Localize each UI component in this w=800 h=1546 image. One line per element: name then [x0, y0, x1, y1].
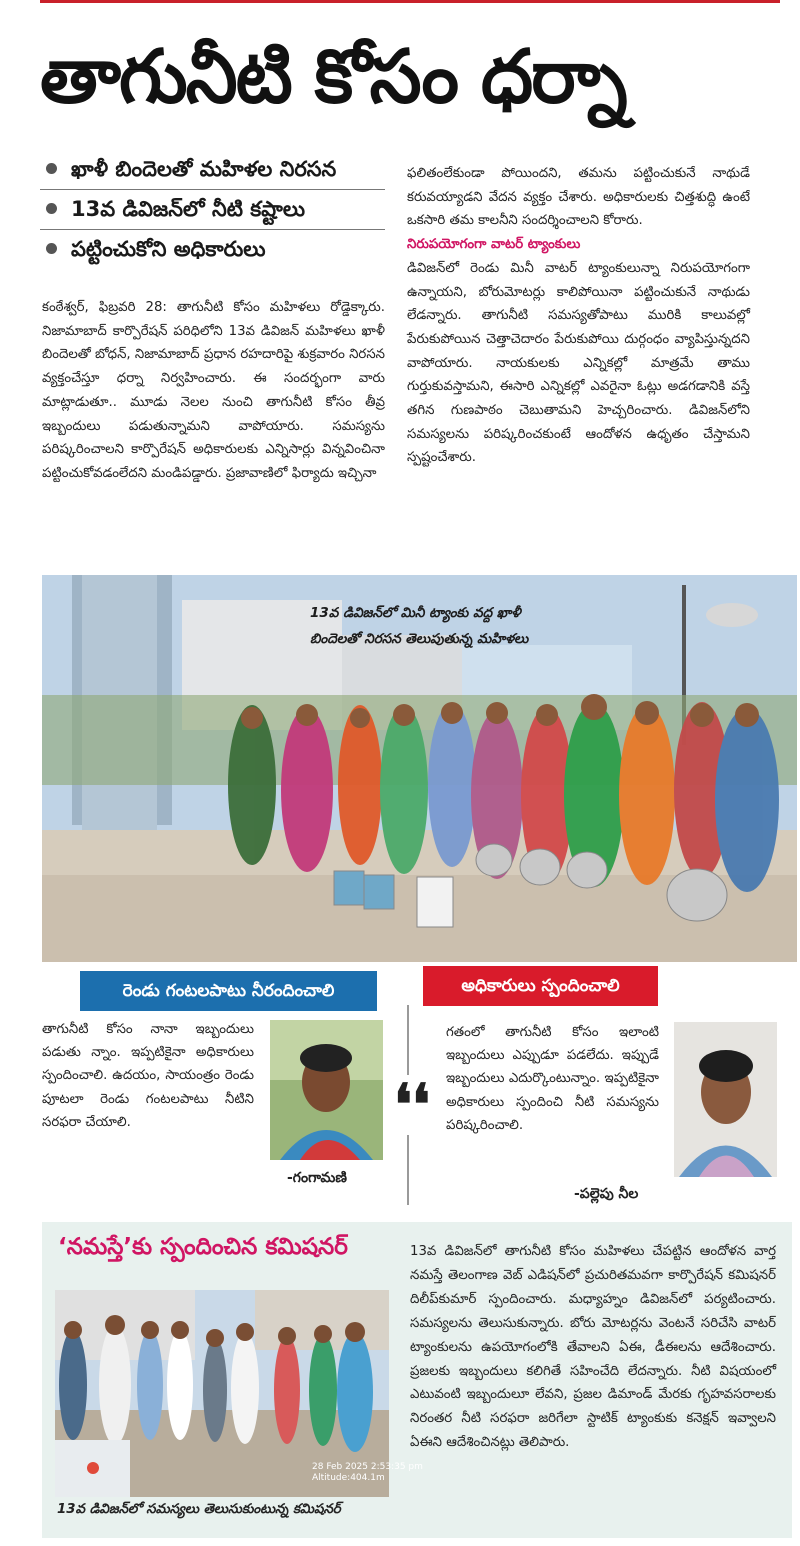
portrait-illustration — [270, 1020, 383, 1160]
photo-timestamp: 28 Feb 2025 2:53:35 pm Altitude:404.1m — [312, 1462, 423, 1483]
main-photo-caption: 13వ డివిజన్‌లో మినీ ట్యాంకు వద్ద ఖాళీ బిందెలతో నిరసన తెలుపుతున్న మహిళలు — [310, 605, 529, 647]
quote2-text: గతంలో తాగునీటి కోసం ఇలాంటి ఇబ్బందులు ఎప్పుడూ పడలేదు. ఇప్పుడే ఇబ్బందులు ఎదుర్కొంటున్నాం. ఇప్పటికైనా అధికారులు స్పందించి నీటి సమస్యను పరిష్కరించాలి. — [446, 1025, 659, 1133]
story-right-intro: ఫలితంలేకుండా పోయిందని, తమను పట్టించుకునే నాథుడే కరువయ్యాడని వేదన వ్యక్తం చేశారు. అధికారులకు చిత్తశుద్ధి ఉంటే ఒకసారి తమ కాలనీని సందర్శించాలని కోరారు. — [407, 166, 750, 229]
quote1-signature: -గంగామణి — [287, 1170, 347, 1186]
story-right-body: డివిజన్‌లో రెండు మినీ వాటర్ ట్యాంకులున్నా నిరుపయోగంగా ఉన్నాయని, బోరుమోటర్లు కాలిపోయినా పట్టించుకునే నాథుడు లేడన్నారు. తాగునీటి సమస్యతోపాటు మురికి కాలువల్లో పేరుకుపోయిన చెత్తాచెదారం పేరుకుపోయి దుర్గంధం వ్యాపిస్తున్నదని వాపోయారు. నాయకులకు ఎన్నికల్లో మాత్రమే తాము గుర్తుకువస్తామని, ఈసారి ఎన్నికల్లో ఎవరైనా ఓట్లు అడగడానికి వస్తే తగిన గుణపాఠం చెబుతామని హెచ్చరించారు. డివిజన్‌లోని సమస్యలను పరిష్కరించకుంటే ఆందోళన ఉధృతం చేస్తామని స్పష్టంచేశారు. — [407, 260, 750, 466]
quote1-title: రెండు గంటలపాటు నీరందించాలి — [80, 971, 377, 1011]
quote-mark-icon: ❛❛ — [394, 1072, 431, 1138]
headline: తాగునీటి కోసం ధర్నా — [40, 34, 626, 120]
commissioner-photo-caption: 13వ డివిజన్‌లో సమస్యలు తెలుసుకుంటున్న కమిషనర్ — [57, 1502, 341, 1517]
story-left-column: కంఠేశ్వర్, ఫిబ్రవరి 28: తాగునీటి కోసం మహిళలు రోడ్డెక్కారు. నిజామాబాద్ కార్పొరేషన్ పరిధిలోని 13వ డివిజన్ మహిళలు ఖాళీ బిందెలతో బోధన్, నిజామాబాద్ ప్రధాన రహదారిపై శుక్రవారం నిరసన వ్యక్తంచేస్తూ ధర్నా నిర్వహించారు. ఈ సందర్భంగా వారు మాట్లాడుతూ.. మూడు నెలల నుంచి తాగునీటి కోసం తీవ్ర ఇబ్బందులు పడుతున్నామని వాపోయారు. సమస్యను పరిష్కరించాలని కార్పొరేషన్ అధికారులకు ఎన్నిసార్లు విన్నవించినా పట్టించుకోవడంలేదని మండిపడ్డారు. ప్రజావాణిలో ఫిర్యాదు ఇచ్చినా — [42, 300, 385, 481]
quote1-text: తాగునీటి కోసం నానా ఇబ్బందులు పడుతు న్నాం. ఇప్పటికైనా అధికారులు స్పందించాలి. ఉదయం, సాయంత్రం రెండు పూటలా రెండు గంటలపాటు నీటిని సరఫరా చేయాలి. — [42, 1022, 254, 1130]
story-subhead: నిరుపయోగంగా వాటర్ ట్యాంకులు — [407, 237, 581, 253]
quote1-portrait — [270, 1020, 383, 1160]
namaste-text: 13వ డివిజన్‌లో తాగునీటి కోసం మహిళలు చేపట్టిన ఆందోళన వార్త నమస్తే తెలంగాణ వెబ్ ఎడిషన్‌లో ప్రచురితమవగా కార్పొరేషన్ కమిషనర్ దిలీప్‌కుమార్ స్పందించారు. మధ్యాహ్నం డివిజన్‌లో పర్యటించారు. సమస్యలను తెలుసుకున్నారు. బోరు మోటర్లను వెంటనే సరిచేసి వాటర్ ట్యాంకులను ఉపయోగంలోకి తేవాలని ఏఈ, డీఈలను ఆదేశించారు. ప్రజలకు ఇబ్బందులు కలిగితే సహించేది లేదన్నారు. నీటి విషయంలో ఎటువంటి ఇబ్బందులూ లేవని, ప్రజల డిమాండ్ మేరకు గృహవసరాలకు నిరంతర నీటి సరఫరా జరిగేలా స్టాటిక్ ట్యాంకుకు కనెక్షన్ ఇవ్వాలని ఏఈని ఆదేశించినట్లు తెలిపారు. — [410, 1244, 776, 1451]
quote2-portrait — [674, 1022, 777, 1177]
bullet-dot-icon — [46, 243, 57, 254]
namaste-title: ‘నమస్తే’కు స్పందించిన కమిషనర్ — [58, 1234, 348, 1260]
quote2-title: అధికారులు స్పందించాలి — [423, 966, 658, 1006]
bullet-dot-icon — [46, 163, 57, 174]
story-right-column — [407, 162, 750, 470]
bullet-item: 13వ డివిజన్‌లో నీటి కష్టాలు — [40, 190, 385, 230]
portrait-illustration — [674, 1022, 777, 1177]
bullet-list — [40, 150, 385, 269]
bullet-item: ఖాళీ బిందెలతో మహిళల నిరసన — [40, 150, 385, 190]
top-rule — [40, 0, 780, 3]
bullet-dot-icon — [46, 203, 57, 214]
bullet-item: పట్టించుకోని అధికారులు — [40, 230, 385, 269]
quote2-signature: -పల్లెపు నీల — [574, 1186, 639, 1202]
